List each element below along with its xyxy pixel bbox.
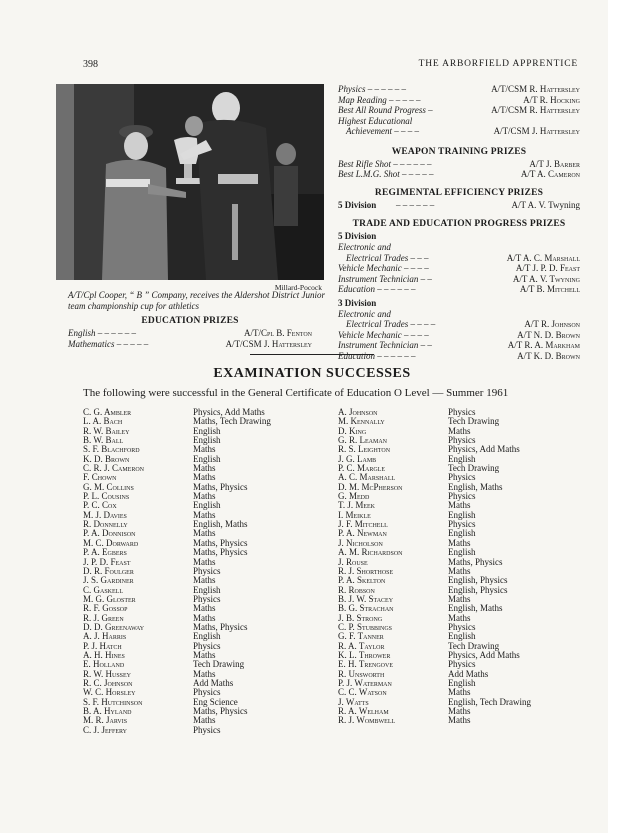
prize-row <box>338 309 580 320</box>
candidate-subjects: Physics <box>448 519 476 530</box>
candidate-name: M. J. Davies <box>83 509 127 520</box>
candidate-subjects: English <box>448 547 476 558</box>
prize-row <box>338 242 580 253</box>
candidate-name: M. Kennally <box>338 416 385 427</box>
candidate-name: R. W. Hussey <box>83 668 132 679</box>
weapon-training-list <box>338 159 580 180</box>
prize-subject: Physics – – – – – – <box>338 84 406 94</box>
prize-winner: A/T/CSM J. Hattersley <box>493 126 580 136</box>
prize-winner: A/T/Cpl B. Fenton <box>244 328 312 338</box>
education-prizes-list <box>68 328 312 349</box>
candidate-name: G. F. Tanner <box>338 631 384 642</box>
prize-row <box>338 169 580 180</box>
candidate-subjects: English, Maths <box>448 481 503 492</box>
candidate-name: R. Unsworth <box>338 668 385 679</box>
regimental-winner: A/T A. V. Twyning <box>511 199 580 210</box>
prize-row <box>338 95 580 106</box>
prize-subject: English – – – – – – <box>68 328 137 338</box>
candidate-name: C. P. Stubbings <box>338 621 393 632</box>
prize-winner: A/T K. D. Brown <box>517 350 580 361</box>
prize-row <box>338 126 580 137</box>
prize-subject: Achievement – – – – <box>346 126 419 136</box>
prize-row <box>338 319 580 330</box>
prize-row <box>338 263 580 274</box>
photo-caption: A/T/Cpl Cooper, “ B ” Company, receives the Aldershot District Junior team championship cup for athletics <box>68 290 325 311</box>
prize-subject: Education – – – – – – <box>338 350 416 361</box>
candidate-subjects: Maths <box>448 612 471 623</box>
candidate-subjects: Maths <box>448 687 471 698</box>
prize-winner: A/T B. Mitchell <box>519 284 580 294</box>
candidate-subjects: Maths <box>193 509 216 520</box>
candidate-name: A. J. Harris <box>83 631 127 642</box>
prize-winner: A/T A. C. Marshall <box>506 252 580 263</box>
prize-subject: Best All Round Progress – <box>338 105 433 115</box>
photo-illustration <box>56 84 324 280</box>
photograph <box>56 84 324 280</box>
candidate-subjects: Maths <box>448 500 471 511</box>
candidate-subjects: Maths <box>193 612 216 623</box>
candidate-name: B. G. Strachan <box>338 603 394 614</box>
candidate-name: B. W. Ball <box>83 435 124 446</box>
candidate-name: R. A. Taylor <box>338 640 385 651</box>
division-3-label: 3 Division <box>338 297 377 308</box>
candidate-name: R. Donnelly <box>83 519 128 530</box>
candidate-subjects: English <box>193 584 221 595</box>
education-prizes-title: EDUCATION PRIZES <box>141 316 239 326</box>
candidate-subjects: Eng Science <box>193 696 238 707</box>
exam-right-names <box>338 408 403 726</box>
prize-row <box>68 339 312 350</box>
exam-right-subjects <box>448 408 531 726</box>
prize-row <box>338 105 580 116</box>
candidate-name: B. A. Hyland <box>83 706 132 716</box>
candidate-subjects: Maths <box>193 556 216 567</box>
candidate-name: K. L. Thrower <box>338 649 391 660</box>
candidate-subjects: English, Physics <box>448 584 508 595</box>
candidate-subjects: Physics <box>448 407 476 417</box>
candidate-name: P. C. Cox <box>83 500 117 511</box>
prize-winner: A/T/CSM R. Hattersley <box>491 84 580 94</box>
prize-subject: Electronic and <box>338 308 391 319</box>
candidate-name: D. King <box>338 425 367 436</box>
candidate-name: J. Rouse <box>338 556 368 567</box>
candidate-subjects: Physics <box>448 435 476 446</box>
prize-subject: Best L.M.G. Shot – – – – – <box>338 169 434 179</box>
candidate-name: C. Gaskell <box>83 584 124 595</box>
candidate-subjects: Maths <box>193 491 216 502</box>
prize-subject: Electrical Trades – – – <box>346 252 429 263</box>
candidate-name: K. D. Brown <box>83 453 130 464</box>
candidate-subjects: English <box>193 425 221 436</box>
prize-row <box>338 340 580 351</box>
prize-winner: A/T A. V. Twyning <box>512 273 580 284</box>
candidate-name: R. A. Welham <box>338 706 389 716</box>
prizes-right-column <box>338 84 580 361</box>
candidate-subjects: English <box>193 631 221 642</box>
candidate-name: R. W. Bailey <box>83 425 130 436</box>
candidate-subjects: English <box>448 677 476 688</box>
prize-row <box>338 116 580 127</box>
candidate-name: M. R. Jarvis <box>83 715 128 726</box>
candidate-subjects: Physics <box>193 640 221 651</box>
prize-winner: A/T R. Johnson <box>524 319 580 329</box>
candidate-name: R. F. Gossop <box>83 603 128 614</box>
prize-row <box>338 284 580 295</box>
candidate-name: P. A. Egbers <box>83 547 127 558</box>
candidate-subjects: Maths, Physics <box>193 547 248 558</box>
candidate-name: A. M. Richardson <box>338 547 403 558</box>
prize-subject: Instrument Technician – – <box>338 340 432 350</box>
candidate-subjects: Tech Drawing <box>448 463 500 474</box>
prize-winner: A/T J. Barber <box>529 158 580 169</box>
prize-subject: Education – – – – – – <box>338 284 416 294</box>
candidate-name: R. C. Johnson <box>83 677 133 688</box>
candidate-name: R. S. Leighton <box>338 444 391 455</box>
candidate-subjects: Maths <box>193 649 216 660</box>
candidate-subjects: Tech Drawing <box>448 640 500 651</box>
candidate-name: G. M. Collins <box>83 481 134 492</box>
candidate-subjects: Maths <box>193 444 216 455</box>
candidate-name: J. P. D. Feast <box>83 556 131 567</box>
candidate-subjects: Maths <box>448 565 471 576</box>
candidate-subjects: Physics <box>448 472 476 483</box>
education-prizes <box>68 316 312 349</box>
candidate-subjects: Maths <box>193 603 216 614</box>
candidate-name: A. C. Marshall <box>338 472 396 483</box>
prize-subject: Vehicle Mechanic – – – – <box>338 329 429 340</box>
candidate-subjects: Maths <box>448 425 471 436</box>
regimental-division: 5 Division <box>338 199 377 210</box>
regimental-dashes: – – – – – – <box>396 199 435 210</box>
candidate-name: S. F. Hutchinson <box>83 696 143 707</box>
prize-subject: Electronic and <box>338 242 391 252</box>
prize-subject: Best Rifle Shot – – – – – – <box>338 158 432 169</box>
division-5-list <box>338 242 580 295</box>
candidate-name: A. H. Hines <box>83 649 125 660</box>
candidate-name: S. F. Blachford <box>83 444 140 455</box>
candidate-subjects: Maths <box>448 537 471 548</box>
exam-title: EXAMINATION SUCCESSES <box>213 366 411 381</box>
candidate-subjects: English <box>193 453 221 464</box>
candidate-subjects: Maths <box>193 472 216 483</box>
prize-subject: Mathematics – – – – – <box>68 338 149 349</box>
prize-subject: Vehicle Mechanic – – – – <box>338 263 429 273</box>
candidate-name: D. D. Greenaway <box>83 621 145 632</box>
candidate-subjects: Add Maths <box>448 668 489 679</box>
candidate-subjects: English, Maths <box>448 603 503 614</box>
candidate-subjects: Maths <box>448 593 471 604</box>
candidate-subjects: Maths, Physics <box>193 537 248 548</box>
candidate-subjects: English <box>448 509 476 520</box>
weapon-training-title: WEAPON TRAINING PRIZES <box>391 146 527 157</box>
regimental-title: REGIMENTAL EFFICIENCY PRIZES <box>374 187 544 198</box>
candidate-name: R. J. Green <box>83 612 124 623</box>
prize-row <box>338 159 580 170</box>
candidate-subjects: Maths <box>193 528 216 539</box>
candidate-subjects: Tech Drawing <box>193 659 245 670</box>
candidate-subjects: Maths, Physics <box>193 706 248 716</box>
prize-row <box>338 84 580 95</box>
subject-prizes-list <box>338 84 580 137</box>
section-divider <box>250 354 374 355</box>
candidate-name: F. Chown <box>83 472 117 483</box>
running-head: THE ARBORFIELD APPRENTICE <box>418 59 578 69</box>
candidate-subjects: Physics <box>448 659 476 670</box>
candidate-name: E. H. Trengove <box>338 659 393 670</box>
prize-row <box>338 330 580 341</box>
prize-winner: A/T N. D. Brown <box>517 329 580 340</box>
candidate-subjects: Maths <box>193 463 216 474</box>
prize-winner: A/T A. Cameron <box>520 169 580 179</box>
candidate-name: J. S. Gardiner <box>83 575 134 586</box>
candidate-name: J. G. Lamb <box>338 453 377 464</box>
exam-left-subjects <box>193 408 271 735</box>
regimental-row <box>338 200 580 211</box>
candidate-subjects: English <box>448 453 476 464</box>
prize-subject: Electrical Trades – – – – <box>346 319 436 329</box>
division-5-label: 5 Division <box>338 231 377 241</box>
candidate-subjects: Maths, Physics <box>448 556 503 567</box>
prize-subject: Map Reading – – – – – <box>338 94 421 105</box>
candidate-name: P. L. Cousins <box>83 491 130 502</box>
candidate-name: P. C. Margle <box>338 463 386 474</box>
candidate-subjects: Maths, Tech Drawing <box>193 416 271 427</box>
candidate-name: A. Johnson <box>338 407 378 417</box>
candidate-subjects: Maths <box>448 706 471 716</box>
candidate-name: C. R. J. Cameron <box>83 463 145 474</box>
candidate-subjects: Maths <box>193 575 216 586</box>
candidate-name: D. R. Foulger <box>83 565 134 576</box>
prize-row <box>338 274 580 285</box>
candidate-name: J. B. Strong <box>338 612 383 623</box>
division-3-list <box>338 309 580 362</box>
candidate-subjects: Physics, Add Maths <box>193 407 265 417</box>
candidate-subjects: Maths <box>193 715 216 726</box>
candidate-name: G. Medd <box>338 491 370 502</box>
candidate-subjects: English, Tech Drawing <box>448 696 531 707</box>
candidate-subjects: Physics <box>448 491 476 502</box>
candidate-name: J. Nicholson <box>338 537 383 548</box>
candidate-subjects: Physics <box>193 593 221 604</box>
candidate-subjects: Maths <box>193 668 216 679</box>
exam-left-names <box>83 408 144 735</box>
candidate-name: P. J. Hatch <box>83 640 122 651</box>
candidate-name: R. Robson <box>338 584 375 595</box>
candidate-name: R. J. Wombwell <box>338 715 396 726</box>
candidate-subjects: Add Maths <box>193 677 234 688</box>
candidate-name: P. A. Newman <box>338 528 387 539</box>
photo-credit: Millard-Pocock <box>274 283 322 292</box>
candidate-subjects: Physics, Add Maths <box>448 444 520 455</box>
candidate-name: P. A. Donnison <box>83 528 136 539</box>
candidate-subjects: Maths <box>448 715 471 726</box>
candidate-name: T. J. Meek <box>338 500 375 511</box>
prize-winner: A/T/CSM R. Hattersley <box>491 105 580 115</box>
candidate-name: B. J. W. Stacey <box>338 593 394 604</box>
prize-winner: A/T J. P. D. Feast <box>515 263 580 273</box>
candidate-subjects: Physics <box>193 687 221 698</box>
candidate-subjects: English, Physics <box>448 575 508 586</box>
candidate-name: E. Holland <box>83 659 125 670</box>
exam-intro: The following were successful in the General Certificate of Education O Level — Summer 1961 <box>83 387 509 399</box>
candidate-subjects: English <box>448 631 476 642</box>
candidate-name: M. C. Dorward <box>83 537 139 548</box>
prize-subject: Highest Educational <box>338 115 413 126</box>
trade-education-title: TRADE AND EDUCATION PROGRESS PRIZES <box>352 219 566 229</box>
candidate-name: D. M. McPherson <box>338 481 403 492</box>
candidate-subjects: English, Maths <box>193 519 248 530</box>
candidate-name: C. G. Ambler <box>83 407 132 417</box>
prize-winner: A/T/CSM J. Hattersley <box>225 338 312 349</box>
candidate-subjects: Maths, Physics <box>193 481 248 492</box>
candidate-name: J. Watts <box>338 696 369 707</box>
candidate-subjects: Physics <box>193 724 221 735</box>
prize-row <box>68 328 312 339</box>
candidate-subjects: Physics, Add Maths <box>448 649 520 660</box>
candidate-name: P. A. Skelton <box>338 575 386 586</box>
candidate-subjects: Physics <box>193 565 221 576</box>
candidate-name: M. G. Gloster <box>83 593 136 604</box>
page-number: 398 <box>83 59 98 70</box>
prize-winner: A/T R. A. Markham <box>507 340 580 350</box>
candidate-subjects: Maths, Physics <box>193 621 248 632</box>
candidate-subjects: English <box>193 500 221 511</box>
candidate-subjects: English <box>193 435 221 446</box>
candidate-name: P. J. Waterman <box>338 677 392 688</box>
prize-row <box>338 253 580 264</box>
candidate-name: C. J. Jeffery <box>83 724 128 735</box>
prize-winner: A/T R. Hocking <box>523 94 580 105</box>
candidate-name: I. Meikle <box>338 509 371 520</box>
candidate-name: J. F. Mitchell <box>338 519 388 530</box>
candidate-subjects: English <box>448 528 476 539</box>
candidate-name: W. C. Horsley <box>83 687 136 698</box>
candidate-name: C. C. Watson <box>338 687 387 698</box>
candidate-name: L. A. Bach <box>83 416 123 427</box>
candidate-name: R. J. Shorthose <box>338 565 394 576</box>
page-edge <box>608 0 624 833</box>
prize-subject: Instrument Technician – – <box>338 273 432 284</box>
candidate-subjects: Tech Drawing <box>448 416 500 427</box>
prize-row <box>338 351 580 362</box>
candidate-name: G. R. Leaman <box>338 435 387 446</box>
candidate-subjects: Physics <box>448 621 476 632</box>
